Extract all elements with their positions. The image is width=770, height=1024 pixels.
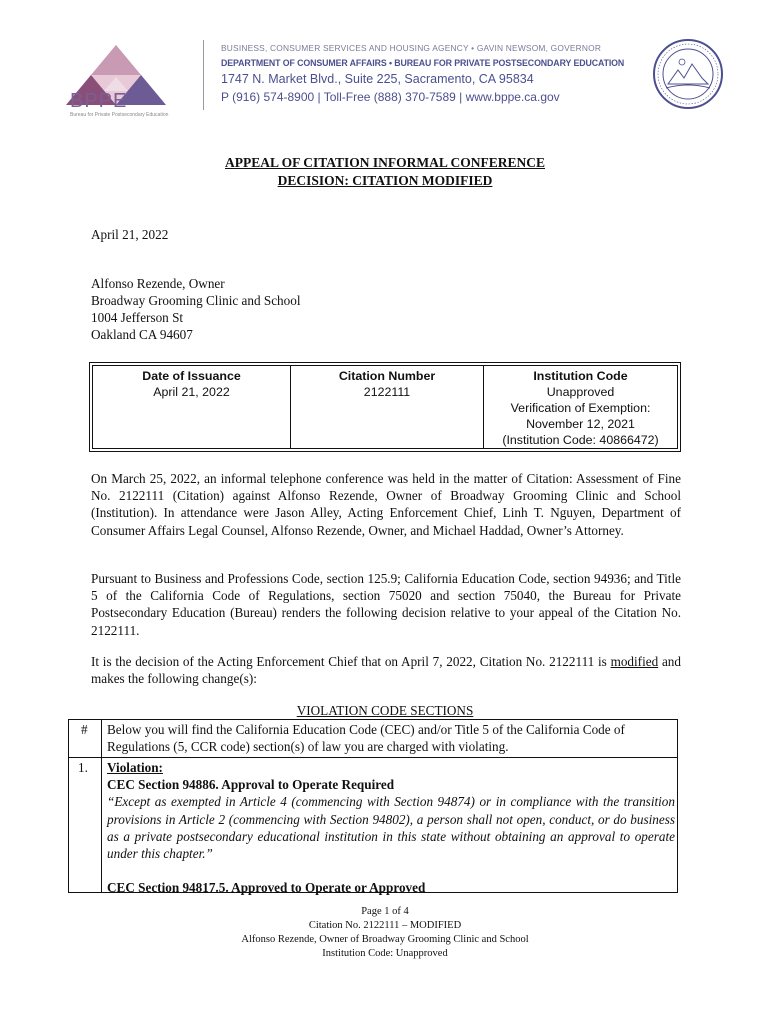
section-94817-title: CEC Section 94817.5. Approved to Operate or Approved <box>107 880 426 896</box>
logo-subtitle: Bureau for Private Postsecondary Education <box>70 112 169 118</box>
recipient-business: Broadway Grooming Clinic and School <box>91 293 301 308</box>
institution-code-label: Institution Code <box>533 369 628 383</box>
violation-row <box>107 759 675 896</box>
decision-modified: modified <box>610 654 659 669</box>
recipient-block <box>91 275 301 343</box>
violation-table-caption: VIOLATION CODE SECTIONS <box>296 703 474 718</box>
citation-number-cell <box>291 366 484 448</box>
agency-line: BUSINESS, CONSUMER SERVICES AND HOUSING AGENCY • GAVIN NEWSOM, GOVERNOR <box>221 43 602 53</box>
logo-wordmark: BPPE <box>70 90 128 112</box>
department-line: DEPARTMENT OF CONSUMER AFFAIRS • BUREAU FOR PRIVATE POSTSECONDARY EDUCATION <box>221 58 625 68</box>
violation-table <box>68 719 678 896</box>
document-subtitle: DECISION: CITATION MODIFIED <box>277 173 493 188</box>
state-seal-icon <box>652 38 724 110</box>
footer-institution: Institution Code: Unapproved <box>322 948 448 959</box>
institution-verification-label: Verification of Exemption: <box>510 401 651 415</box>
recipient-street: 1004 Jefferson St <box>91 310 184 325</box>
section-94886-text: “Except as exempted in Article 4 (commencing with Section 94874) or in compliance with the transition provisions in Article 2 (commencing with Section 94802), a person shall not open, conduct, or do business as a private postsecondary educational institution in this state without obtaining an approval to operate under this chapter.” <box>107 794 675 862</box>
violation-row-number: 1. <box>78 760 88 775</box>
issuance-date-value: April 21, 2022 <box>153 385 230 399</box>
decision-text-end: and makes the following change(s): <box>91 654 681 687</box>
document-title: APPEAL OF CITATION INFORMAL CONFERENCE <box>224 155 546 170</box>
institution-code-value: (Institution Code: 40866472) <box>502 433 659 447</box>
citation-number-label: Citation Number <box>338 369 436 383</box>
address-line: 1747 N. Market Blvd., Suite 225, Sacramento, CA 95834 <box>221 72 534 86</box>
footer-owner: Alfonso Rezende, Owner of Broadway Grooming Clinic and School <box>241 934 529 945</box>
section-94886-title: CEC Section 94886. Approval to Operate Required <box>107 777 395 793</box>
letter-date: April 21, 2022 <box>91 227 169 242</box>
page-number: Page 1 of 4 <box>361 906 409 917</box>
footer-citation: Citation No. 2122111 – MODIFIED <box>308 920 462 931</box>
issuance-date-cell <box>93 366 291 448</box>
header-divider <box>203 40 204 110</box>
issuance-table <box>89 362 681 452</box>
page-footer <box>0 905 770 961</box>
issuance-date-label: Date of Issuance <box>142 369 241 383</box>
paragraph-decision <box>91 653 681 687</box>
decision-text: It is the decision of the Acting Enforcement Chief that on April 7, 2022, Citation No. 2122111 is <box>91 654 607 669</box>
paragraph-pursuant: Pursuant to Business and Professions Code, section 125.9; California Education Code, section 94936; and Title 5 of the California Code of Regulations, section 75020 and section 75040, the Bureau for Private Postsecondary Education (Bureau) renders the following decision relative to your appeal of the Citation No. 2122111. <box>91 571 681 638</box>
violation-header-text: Below you will find the California Education Code (CEC) and/or Title 5 of the California Code of Regulations (5, CCR code) section(s) of law you are charged with violating. <box>107 722 625 755</box>
institution-verification-date: November 12, 2021 <box>526 417 635 431</box>
violation-num-header: # <box>81 722 88 737</box>
recipient-city: Oakland CA 94607 <box>91 327 193 342</box>
paragraph-conference: On March 25, 2022, an informal telephone conference was held in the matter of Citation: Assessment of Fine No. 2122111 (Citation) against Alfonso Rezende, Owner of Broadway Grooming Clinic and School (Institution). In attendance were Jason Alley, Acting Enforcement Chief, Linh T. Nguyen, Department of Consumer Affairs Legal Counsel, Alfonso Rezende, Owner, and Michael Haddad, Owner’s Attorney. <box>91 471 681 538</box>
institution-code-cell <box>484 366 677 448</box>
violation-label: Violation: <box>107 760 163 775</box>
institution-status: Unapproved <box>546 385 615 399</box>
citation-number-value: 2122111 <box>363 385 411 399</box>
contact-line: P (916) 574-8900 | Toll-Free (888) 370-7589 | www.bppe.ca.gov <box>221 90 560 104</box>
recipient-name: Alfonso Rezende, Owner <box>91 276 225 291</box>
